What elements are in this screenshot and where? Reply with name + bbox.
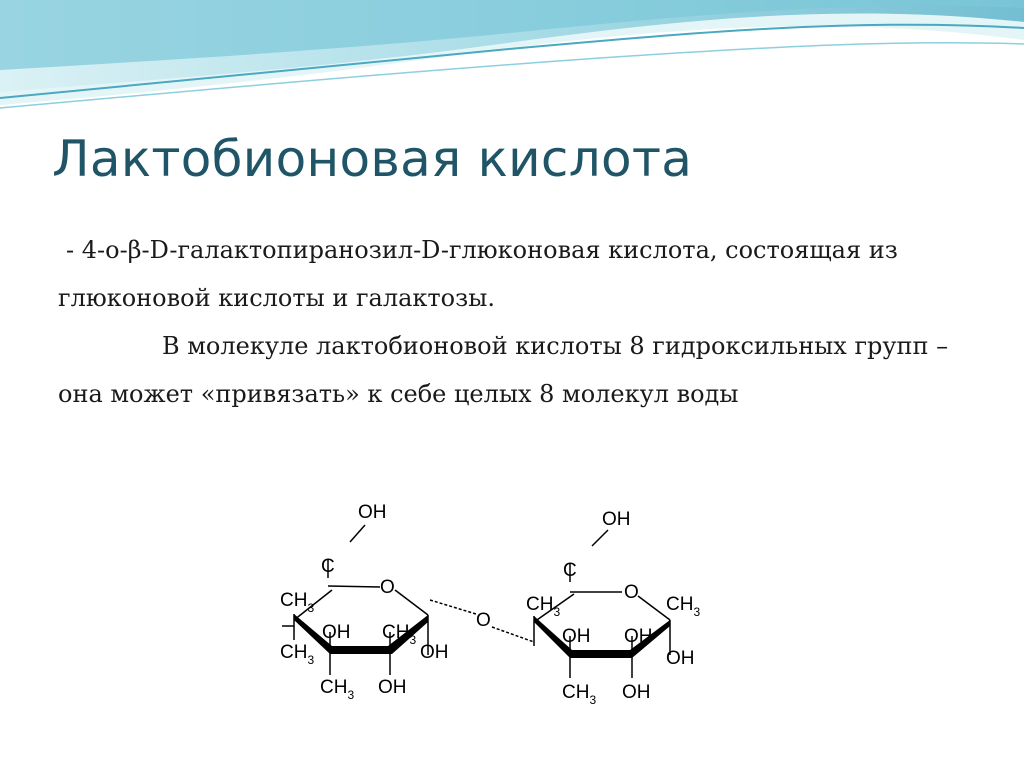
left-ring: [280, 502, 449, 702]
right-oh-inner-right: OH: [624, 626, 653, 647]
left-oh-inner: OH: [322, 622, 351, 643]
right-oh-inner-left: OH: [562, 626, 591, 647]
slide-body: [58, 226, 978, 418]
definition-paragraph: - 4-о-β-D-галактопиранозил-D-глюконовая кислота, состоящая из глюконовой кислоты и галактозы.: [58, 236, 898, 312]
left-ch3-1: $CH_3$: [280, 590, 315, 615]
right-ch3-right: $CH_3$: [666, 594, 701, 619]
right-ch3-left: $CH_3$: [526, 594, 561, 619]
left-oh-top: OH: [358, 502, 387, 523]
decorative-wave-header: [0, 0, 1024, 120]
slide-title: Лактобионовая кислота: [52, 130, 693, 188]
right-c: C: [563, 560, 577, 581]
left-oh-bottom: OH: [378, 677, 407, 698]
left-ch3-bottom: $CH_3$: [320, 677, 355, 702]
left-ch3-2: $CH_3$: [280, 642, 315, 667]
right-oh-right: OH: [666, 648, 695, 669]
right-o-ring: O: [624, 582, 639, 603]
right-oh-top: OH: [602, 509, 631, 530]
glycosidic-bridge: [430, 600, 534, 642]
left-c: C: [321, 556, 335, 577]
left-o-ring: O: [380, 577, 395, 598]
left-ch3-inner: $CH_3$: [382, 622, 417, 647]
left-oh-right: OH: [420, 642, 449, 663]
hydroxyl-paragraph: В молекуле лактобионовой кислоты 8 гидроксильных групп – она может «привязать» к себе целых 8 молекул воды: [58, 332, 949, 408]
bridge-o: O: [476, 610, 491, 631]
lactobionic-acid-structure: [270, 490, 710, 720]
right-ch3-bottom: $CH_3$: [562, 682, 597, 707]
right-ring: [526, 509, 700, 707]
right-oh-bottom: OH: [622, 682, 651, 703]
